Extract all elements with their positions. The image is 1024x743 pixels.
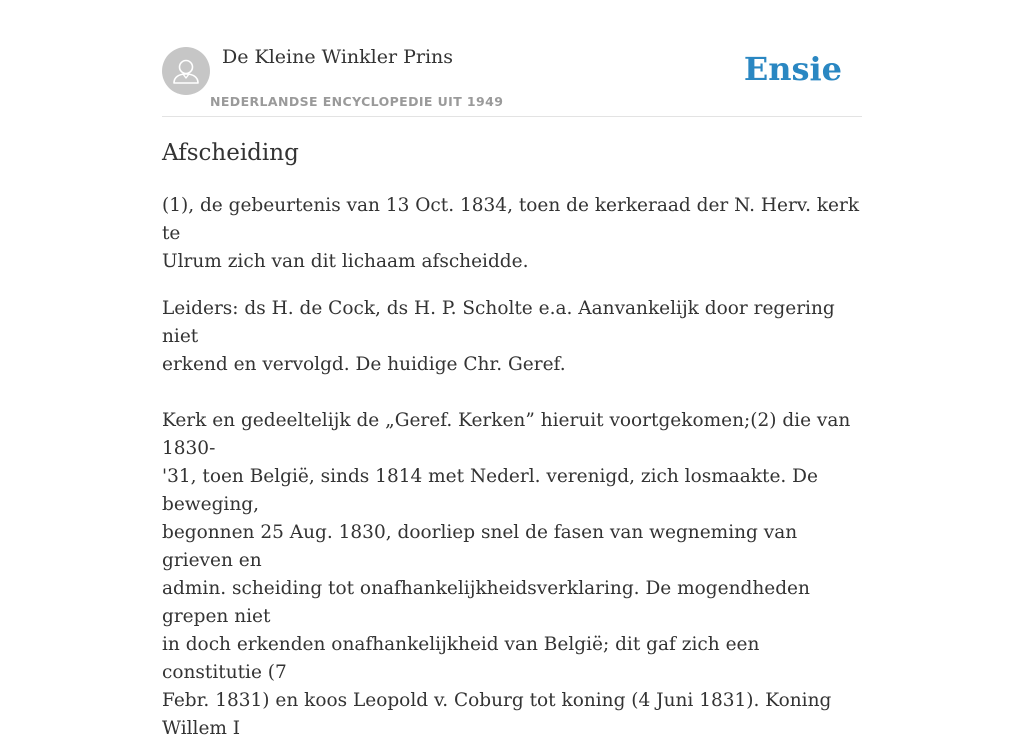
paragraph-line: (1), de gebeurtenis van 13 Oct. 1834, toen de kerkeraad der N. Herv. kerk te xyxy=(162,195,860,244)
source-header xyxy=(162,0,862,117)
source-title[interactable]: De Kleine Winkler Prins xyxy=(222,46,454,68)
paragraph-line: Febr. 1831) en koos Leopold v. Coburg tot koning (4 Juni 1831). Koning Willem I xyxy=(162,690,832,739)
source-avatar[interactable] xyxy=(162,47,210,95)
paragraph-line: '31, toen België, sinds 1814 met Nederl. verenigd, zich losmaakte. De beweging, xyxy=(162,466,818,515)
article-title: Afscheiding xyxy=(162,140,299,166)
paragraph-line: erkend en vervolgd. De huidige Chr. Geref. xyxy=(162,354,566,375)
article-paragraph xyxy=(162,407,862,743)
paragraph-line: Kerk en gedeeltelijk de „Geref. Kerken” hieruit voortgekomen;(2) die van 1830- xyxy=(162,410,851,459)
brand-logo-link[interactable]: Ensie xyxy=(743,50,842,88)
source-subtitle: NEDERLANDSE ENCYCLOPEDIE UIT 1949 xyxy=(210,94,504,109)
article-body xyxy=(162,192,862,743)
paragraph-line: admin. scheiding tot onafhankelijkheidsverklaring. De mogendheden grepen niet xyxy=(162,578,810,627)
page-container xyxy=(162,0,862,739)
user-icon xyxy=(162,47,210,95)
paragraph-line: Leiders: ds H. de Cock, ds H. P. Scholte e.a. Aanvankelijk door regering niet xyxy=(162,298,835,347)
paragraph-line: in doch erkenden onafhankelijkheid van België; dit gaf zich een constitutie (7 xyxy=(162,634,760,683)
paragraph-line: Ulrum zich van dit lichaam afscheidde. xyxy=(162,251,529,272)
article-paragraph xyxy=(162,192,862,276)
paragraph-line: begonnen 25 Aug. 1830, doorliep snel de fasen van wegneming van grieven en xyxy=(162,522,798,571)
article-paragraph xyxy=(162,295,862,379)
